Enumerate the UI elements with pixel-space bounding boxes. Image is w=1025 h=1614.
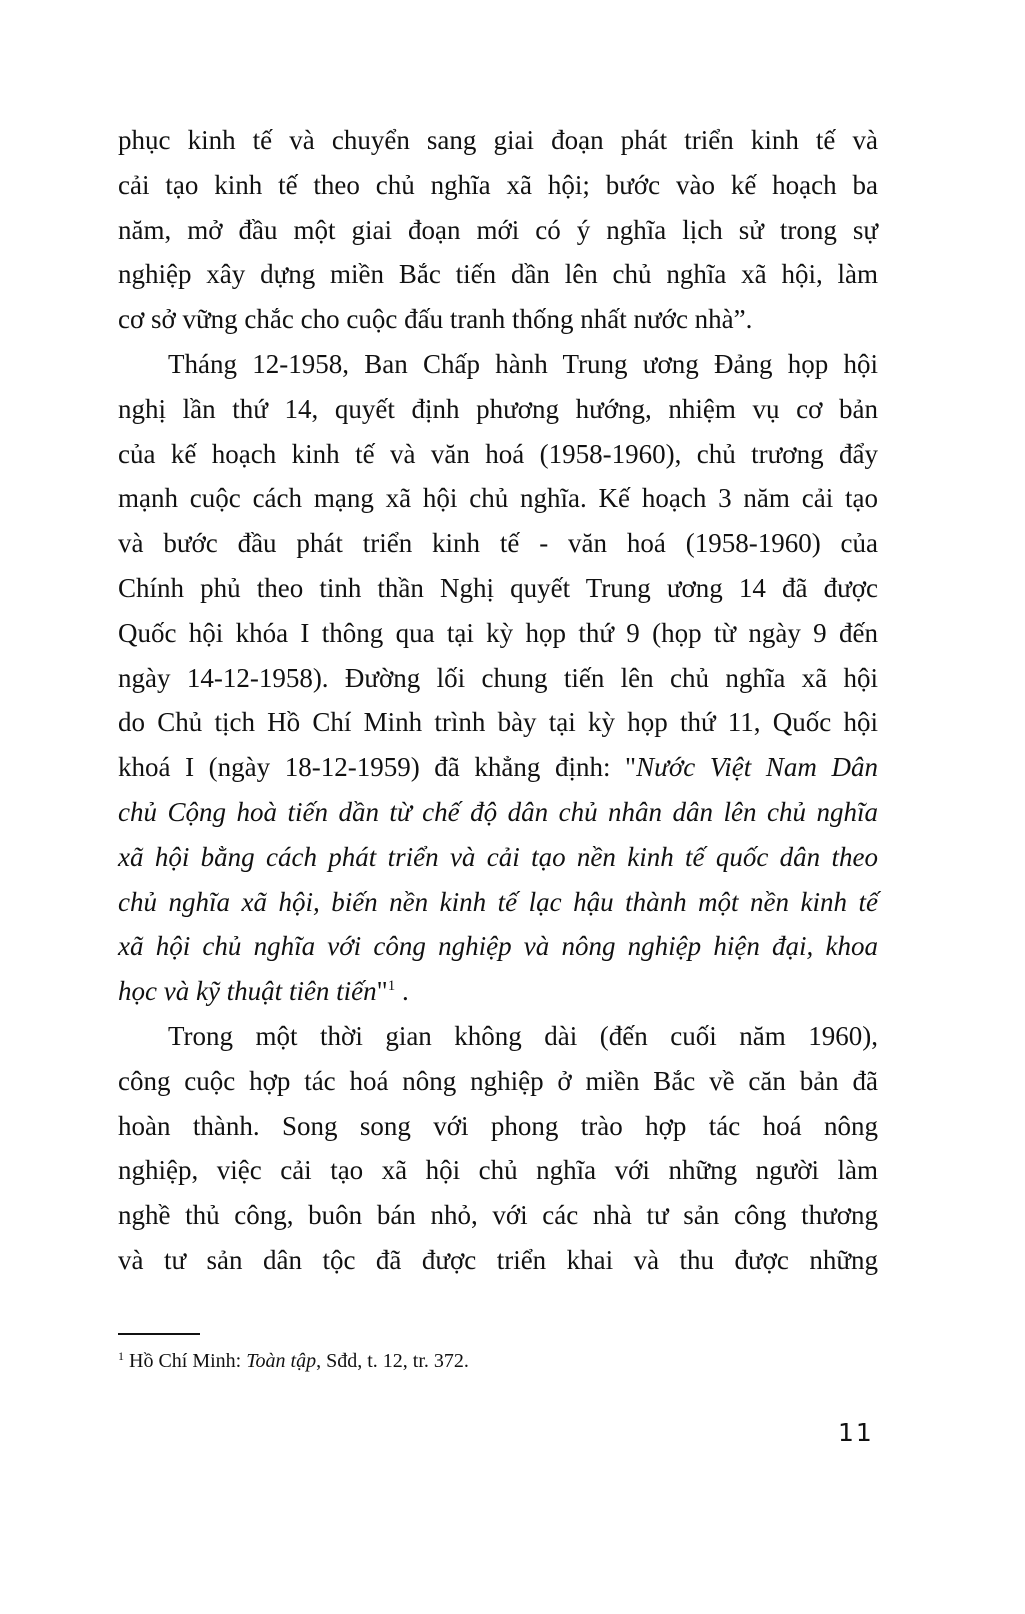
- quote-line: xã hội bằng cách phát triển và cải tạo nền kinh tế quốc dân theo: [118, 841, 878, 872]
- text-line: mạnh cuộc cách mạng xã hội chủ nghĩa. Kế hoạch 3 năm cải tạo: [118, 483, 878, 514]
- quote-line: chủ nghĩa xã hội, biến nền kinh tế lạc hậu thành một nền kinh tế: [118, 886, 878, 917]
- text-line: năm, mở đầu một giai đoạn mới có ý nghĩa lịch sử trong sự: [118, 214, 878, 245]
- text-line: và tư sản dân tộc đã được triển khai và thu được những: [118, 1244, 878, 1275]
- quote-line: xã hội chủ nghĩa với công nghiệp và nông nghiệp hiện đại, khoa: [118, 931, 878, 962]
- quote-intro: khoá I (ngày 18-12-1959) đã khẳng định: ": [118, 752, 637, 783]
- text-line: nghiệp xây dựng miền Bắc tiến dần lên chủ nghĩa xã hội, làm: [118, 259, 878, 290]
- text-line: nghiệp, việc cải tạo xã hội chủ nghĩa với những người làm: [118, 1155, 878, 1186]
- paragraph-3: [118, 1014, 878, 1283]
- quote-text: học và kỹ thuật tiên tiến: [118, 976, 377, 1007]
- text-line: Trong một thời gian không dài (đến cuối năm 1960),: [168, 1020, 878, 1051]
- text-line: công cuộc hợp tác hoá nông nghiệp ở miền Bắc về căn bản đã: [118, 1065, 878, 1096]
- text-line: của kế hoạch kinh tế và văn hoá (1958-1960), chủ trương đẩy: [118, 438, 878, 469]
- footnote-divider: [118, 1333, 200, 1335]
- footnote-author: Hồ Chí Minh:: [124, 1350, 247, 1372]
- text-line: ngày 14-12-1958). Đường lối chung tiến lên chủ nghĩa xã hội: [118, 662, 878, 693]
- text-line: cải tạo kinh tế theo chủ nghĩa xã hội; bước vào kế hoạch ba: [118, 169, 878, 200]
- text-line-quote-start: [118, 745, 878, 790]
- footnote-title: Toàn tập: [246, 1350, 317, 1372]
- paragraph-1: [118, 118, 878, 342]
- text-line: Chính phủ theo tinh thần Nghị quyết Trung ương 14 đã được: [118, 572, 878, 603]
- paragraph-2: [118, 342, 878, 1014]
- page-number: 11: [838, 1418, 874, 1447]
- quote-close: ": [376, 976, 388, 1007]
- text-line: Quốc hội khóa I thông qua tại kỳ họp thứ 9 (họp từ ngày 9 đến: [118, 617, 878, 648]
- quote-text: Nước Việt Nam Dân: [636, 752, 878, 783]
- footnote-number: 1: [118, 1349, 124, 1363]
- text-line: do Chủ tịch Hồ Chí Minh trình bày tại kỳ họp thứ 11, Quốc hội: [118, 707, 878, 738]
- footnote-ref[interactable]: 1: [387, 978, 396, 995]
- quote-line: chủ Cộng hoà tiến dần từ chế độ dân chủ nhân dân lên chủ nghĩa: [118, 796, 878, 827]
- text-line: cơ sở vững chắc cho cuộc đấu tranh thống nhất nước nhà”.: [118, 304, 753, 335]
- text-line: phục kinh tế và chuyển sang giai đoạn phát triển kinh tế và: [118, 125, 878, 155]
- text-line: nghị lần thứ 14, quyết định phương hướng, nhiệm vụ cơ bản: [118, 393, 878, 424]
- page-body: [118, 118, 878, 1283]
- text-line: và bước đầu phát triển kinh tế - văn hoá (1958-1960) của: [118, 528, 878, 559]
- sentence-end: .: [395, 976, 409, 1007]
- quote-end-line: [118, 969, 878, 1014]
- text-line: Tháng 12-1958, Ban Chấp hành Trung ương Đảng họp hội: [168, 348, 878, 379]
- footnote-rest: , Sđd, t. 12, tr. 372.: [316, 1350, 469, 1372]
- text-line: hoàn thành. Song song với phong trào hợp tác hoá nông: [118, 1110, 878, 1141]
- footnote: [118, 1350, 469, 1373]
- text-line: nghề thủ công, buôn bán nhỏ, với các nhà tư sản công thương: [118, 1200, 878, 1231]
